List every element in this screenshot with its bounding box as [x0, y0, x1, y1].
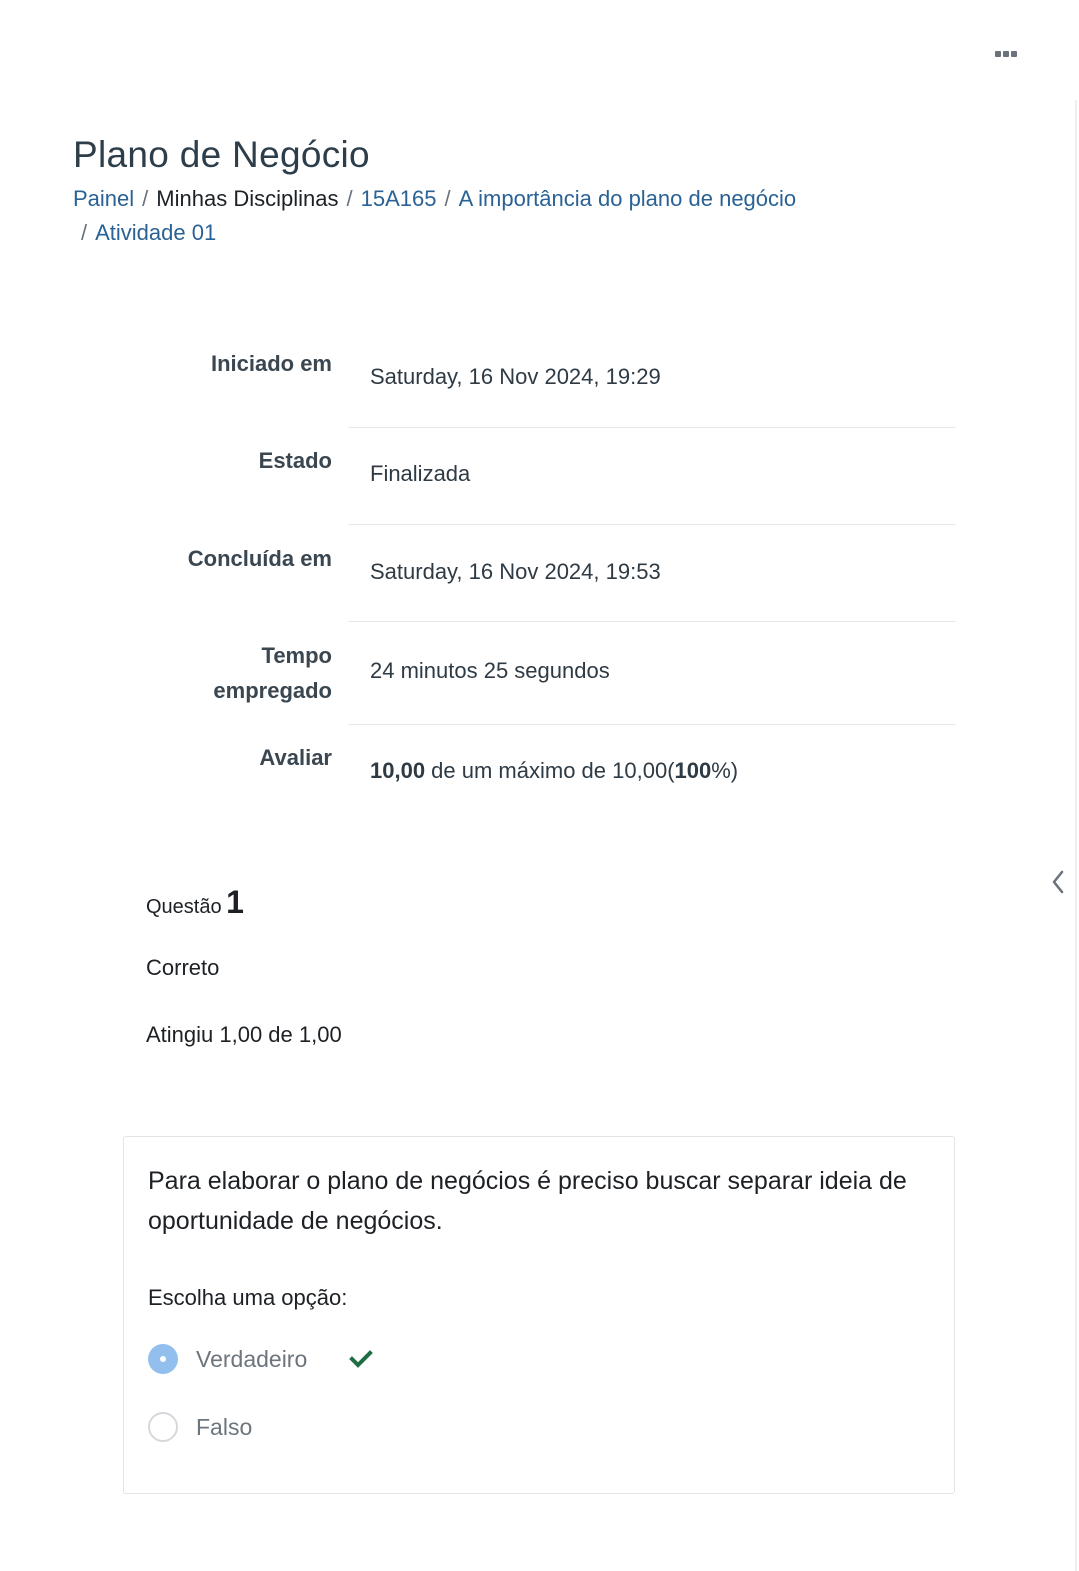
more-options-button[interactable] — [988, 42, 1024, 66]
breadcrumb-item-course[interactable]: 15A165 — [360, 186, 437, 211]
option-label: Falso — [196, 1413, 253, 1440]
state-value: Finalizada — [370, 461, 471, 486]
radio-selected[interactable] — [148, 1344, 178, 1374]
page-title: Plano de Negócio — [73, 134, 370, 175]
divider — [348, 427, 956, 428]
breadcrumb-item-section[interactable]: A importância do plano de negócio — [458, 186, 797, 211]
question-number-value: 1 — [226, 884, 244, 920]
breadcrumb — [73, 182, 873, 250]
grade-value: 10,00 de um máximo de 10,00(100%) — [370, 758, 739, 783]
question-grade: Atingiu 1,00 de 1,00 — [146, 1022, 342, 1047]
question-number-label: Questão — [146, 896, 222, 918]
question-text: Para elaborar o plano de negócios é preciso buscar separar ideia de oportunidade de negócios. — [148, 1167, 907, 1235]
radio-unselected[interactable] — [148, 1412, 178, 1442]
breadcrumb-item-activity[interactable]: Atividade 01 — [95, 220, 217, 245]
question-number — [146, 884, 244, 921]
breadcrumb-separator: / — [444, 186, 451, 211]
option-verdadeiro[interactable] — [148, 1341, 373, 1377]
divider — [348, 524, 956, 525]
breadcrumb-separator: / — [346, 186, 353, 211]
option-falso[interactable] — [148, 1409, 252, 1445]
time-label: Tempo empregado — [213, 643, 332, 703]
divider — [348, 621, 956, 622]
check-icon — [349, 1349, 373, 1369]
drawer-edge — [1075, 100, 1077, 1571]
divider — [348, 724, 956, 725]
breadcrumb-item-minhas-disciplinas: Minhas Disciplinas — [156, 186, 339, 211]
question-state: Correto — [146, 955, 220, 980]
chevron-left-icon — [1046, 864, 1072, 900]
breadcrumb-item-painel[interactable]: Painel — [73, 186, 135, 211]
breadcrumb-separator: / — [142, 186, 149, 211]
grade-percent: 100 — [674, 758, 712, 783]
grade-label: Avaliar — [259, 745, 332, 770]
breadcrumb-separator: / — [81, 220, 88, 245]
started-value: Saturday, 16 Nov 2024, 19:29 — [370, 364, 661, 389]
completed-label: Concluída em — [187, 546, 332, 571]
completed-value: Saturday, 16 Nov 2024, 19:53 — [370, 559, 661, 584]
answer-prompt: Escolha uma opção: — [148, 1285, 348, 1310]
time-value: 24 minutos 25 segundos — [370, 658, 610, 683]
question-formulation — [123, 1136, 955, 1494]
option-label: Verdadeiro — [196, 1345, 308, 1372]
state-label: Estado — [258, 448, 332, 473]
started-label: Iniciado em — [210, 351, 332, 376]
grade-score: 10,00 — [370, 758, 426, 783]
more-horizontal-icon — [995, 51, 1001, 57]
drawer-toggle-button[interactable] — [1046, 864, 1072, 900]
